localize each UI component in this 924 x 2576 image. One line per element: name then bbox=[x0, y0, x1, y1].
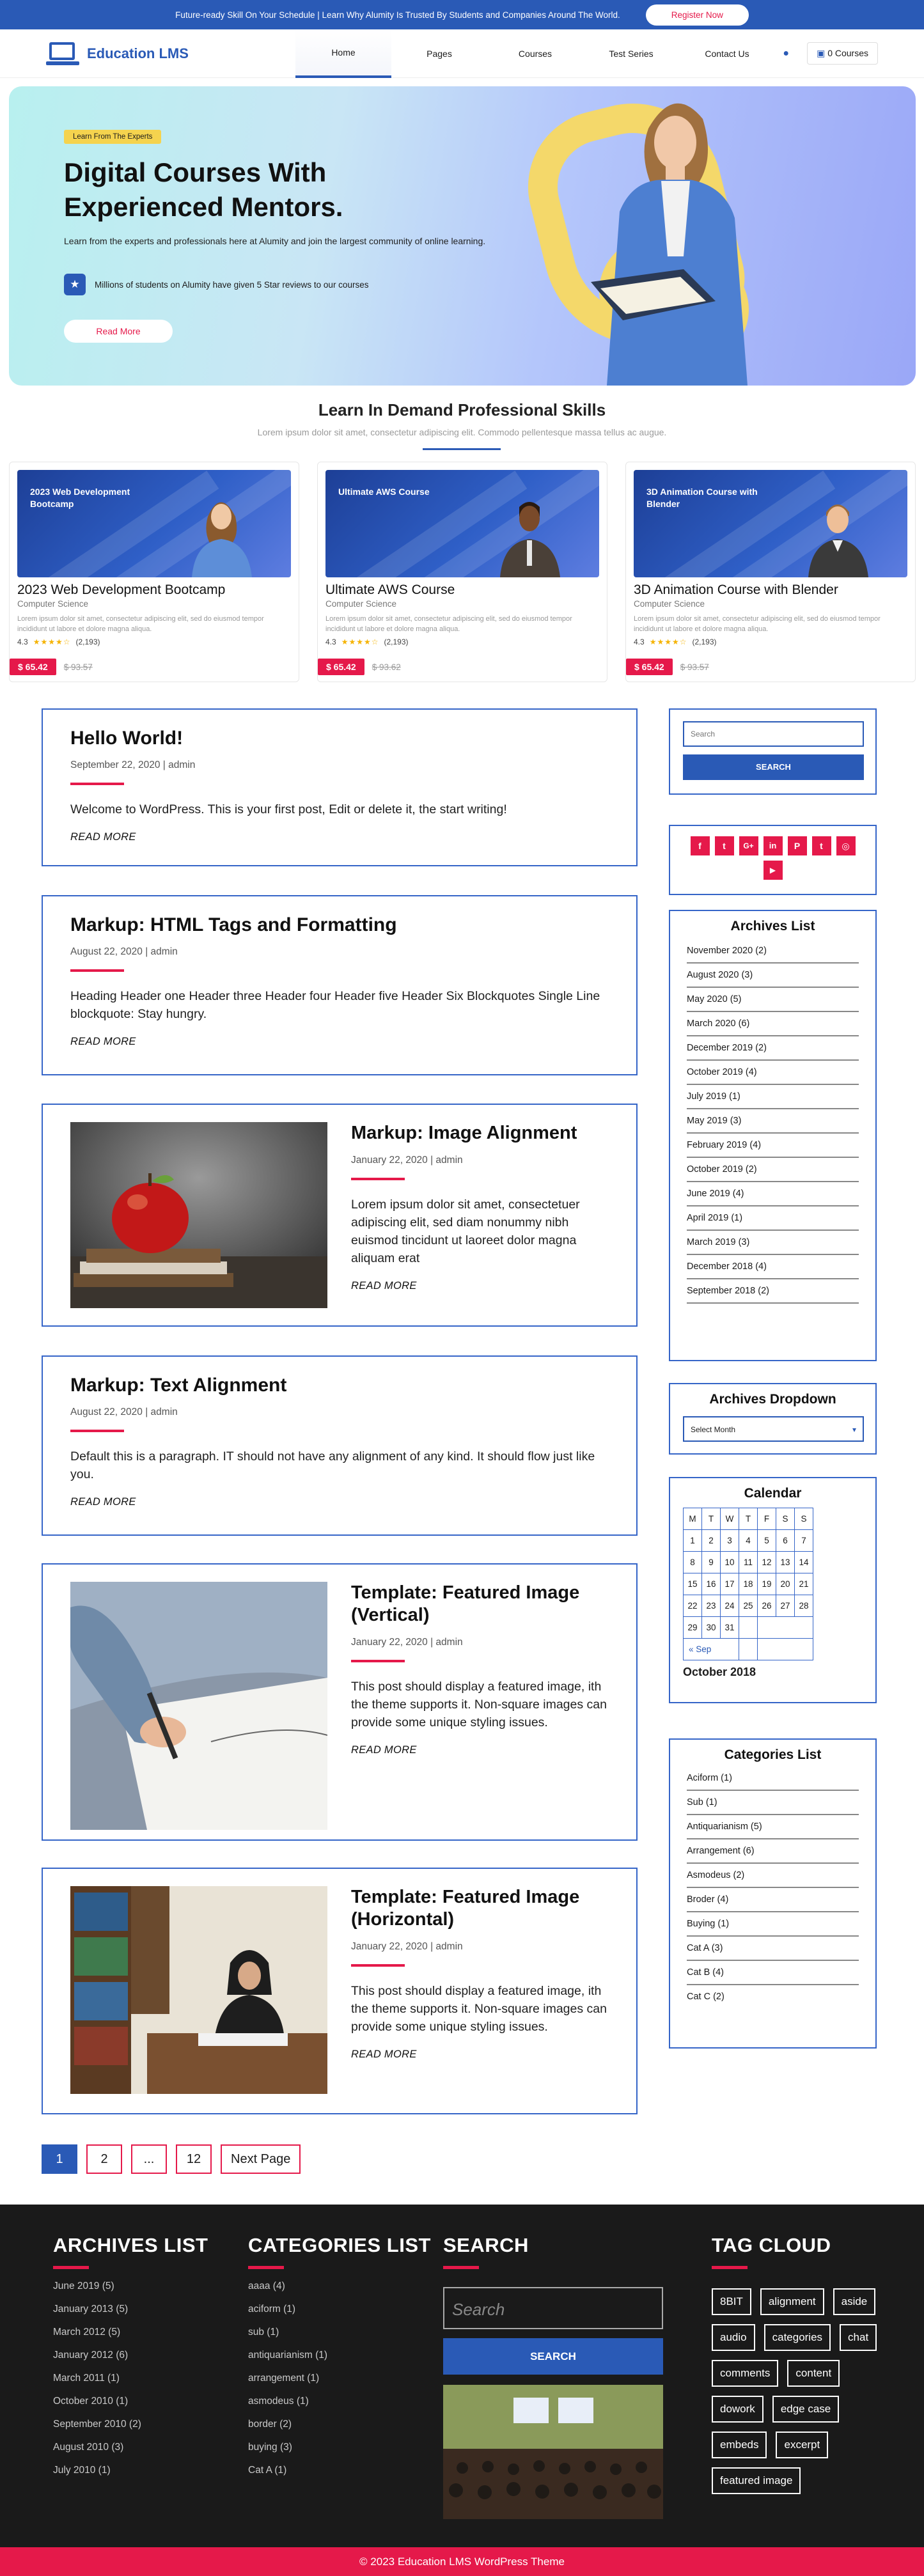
hero-subtitle: Learn from the experts and professionals here at Alumity and join the largest community of online learning. bbox=[64, 236, 486, 246]
user-icon[interactable]: ● bbox=[783, 47, 790, 59]
youtube-icon[interactable]: ▶ bbox=[763, 861, 783, 880]
course-description: Lorem ipsum dolor sit amet, consectetur adipiscing elit, sed do eiusmod tempor incididunt ut labore et dolore magna aliqua. bbox=[325, 615, 572, 633]
read-more-link[interactable]: READ MORE bbox=[70, 1496, 136, 1508]
read-more-link[interactable]: READ MORE bbox=[351, 2049, 417, 2060]
nav-home[interactable]: Home bbox=[295, 29, 391, 78]
brand-logo[interactable] bbox=[46, 41, 257, 66]
calendar-day: 9 bbox=[702, 1552, 721, 1573]
footer-category-link[interactable]: asmodeus (1) bbox=[248, 2396, 309, 2407]
lecture-hall-image bbox=[443, 2385, 663, 2519]
post-divider bbox=[351, 1964, 405, 1967]
rating-value: 4.3 bbox=[325, 637, 336, 646]
weekday-header: M bbox=[684, 1508, 702, 1530]
rating-stars: ★★★★☆ bbox=[341, 637, 379, 646]
calendar-day: 26 bbox=[758, 1595, 776, 1617]
footer-archives bbox=[53, 2234, 208, 2476]
next-page-button[interactable]: Next Page bbox=[221, 2144, 301, 2174]
page-1-button[interactable]: 1 bbox=[42, 2144, 77, 2174]
archive-link[interactable]: October 2019 (2) bbox=[687, 1158, 859, 1182]
post-meta: August 22, 2020 | admin bbox=[70, 1407, 178, 1417]
hero-reviews bbox=[64, 274, 368, 295]
post-excerpt: Heading Header one Header three Header four Header five Header Six Blockquotes Single Line blockquote: Stay hungry. bbox=[70, 989, 600, 1021]
blog-post bbox=[42, 708, 638, 866]
weekday-header: S bbox=[776, 1508, 795, 1530]
post-meta: January 22, 2020 | admin bbox=[351, 1941, 463, 1952]
page-12-button[interactable]: 12 bbox=[176, 2144, 212, 2174]
weekday-header: F bbox=[758, 1508, 776, 1530]
footer-archive-link[interactable]: January 2012 (6) bbox=[53, 2350, 129, 2361]
writing-hand-image[interactable] bbox=[70, 1582, 327, 1830]
cart-icon: ▣ bbox=[817, 48, 826, 58]
rating-stars: ★★★★☆ bbox=[33, 637, 71, 646]
read-more-link[interactable]: READ MORE bbox=[351, 1744, 417, 1756]
calendar-day: 2 bbox=[702, 1530, 721, 1552]
twitter-icon[interactable]: t bbox=[715, 836, 734, 855]
top-announcement-bar bbox=[0, 0, 924, 29]
calendar-day: 19 bbox=[758, 1573, 776, 1595]
calendar-day: 16 bbox=[702, 1573, 721, 1595]
course-description: Lorem ipsum dolor sit amet, consectetur adipiscing elit, sed do eiusmod tempor incididunt ut labore et dolore magna aliqua. bbox=[17, 615, 264, 633]
tag-link[interactable]: 8BIT bbox=[712, 2288, 751, 2315]
archive-link[interactable]: April 2019 (1) bbox=[687, 1206, 859, 1231]
footer-category-link[interactable]: arrangement (1) bbox=[248, 2373, 320, 2384]
footer-underline bbox=[443, 2266, 479, 2269]
footer-category-link[interactable]: border (2) bbox=[248, 2419, 292, 2430]
hero-title: Digital Courses With Experienced Mentors. bbox=[64, 157, 343, 222]
sidebar-search-button[interactable]: SEARCH bbox=[683, 754, 864, 780]
chevron-down-icon: ▾ bbox=[852, 1425, 856, 1434]
calendar-day: 1 bbox=[684, 1530, 702, 1552]
post-title[interactable]: Markup: HTML Tags and Formatting bbox=[70, 914, 397, 935]
weekday-header: T bbox=[739, 1508, 758, 1530]
post-title[interactable]: Markup: Image Alignment bbox=[351, 1123, 577, 1143]
archive-link[interactable]: September 2018 (2) bbox=[687, 1279, 859, 1304]
calendar-day: 4 bbox=[739, 1530, 758, 1552]
course-card[interactable] bbox=[317, 462, 607, 682]
course-category: Computer Science bbox=[634, 599, 705, 609]
footer-archive-link[interactable]: July 2010 (1) bbox=[53, 2465, 111, 2476]
post-title[interactable]: Markup: Text Alignment bbox=[70, 1375, 287, 1396]
tag-link[interactable]: chat bbox=[840, 2324, 877, 2351]
calendar-table bbox=[683, 1508, 813, 1660]
tag-link[interactable]: audio bbox=[712, 2324, 755, 2351]
tag-link[interactable]: excerpt bbox=[776, 2432, 828, 2458]
footer-category-link[interactable]: aciform (1) bbox=[248, 2304, 296, 2314]
course-rating bbox=[634, 637, 907, 646]
post-excerpt: Default this is a paragraph. IT should not have any alignment of any kind. It should flow just like you. bbox=[70, 1449, 595, 1481]
section-subtitle: Lorem ipsum dolor sit amet, consectetur adipiscing elit. Commodo pellentesque massa tellus ac augue. bbox=[257, 427, 667, 437]
cart-button[interactable] bbox=[807, 42, 878, 65]
rating-value: 4.3 bbox=[17, 637, 28, 646]
instagram-icon[interactable]: ◎ bbox=[836, 836, 856, 855]
footer-archive-link[interactable]: August 2010 (3) bbox=[53, 2442, 124, 2453]
category-link[interactable]: Cat A (3) bbox=[687, 1937, 859, 1961]
archive-link[interactable]: August 2020 (3) bbox=[687, 964, 859, 988]
read-more-link[interactable]: READ MORE bbox=[70, 1036, 136, 1047]
sale-price: $ 65.42 bbox=[626, 659, 673, 675]
blog-post bbox=[42, 1355, 638, 1536]
course-price bbox=[10, 659, 93, 675]
footer-archive-link[interactable]: January 2013 (5) bbox=[53, 2304, 129, 2314]
footer-categories bbox=[248, 2234, 431, 2476]
category-link[interactable]: Broder (4) bbox=[687, 1888, 859, 1912]
footer-heading: CATEGORIES LIST bbox=[248, 2234, 431, 2256]
archive-link[interactable]: May 2020 (5) bbox=[687, 988, 859, 1012]
widget-title: Categories List bbox=[724, 1747, 822, 1762]
calendar-month: October 2018 bbox=[683, 1666, 756, 1678]
mentor-photo bbox=[588, 90, 760, 386]
footer-search bbox=[443, 2234, 663, 2522]
tag-link[interactable]: edge case bbox=[772, 2396, 839, 2423]
category-link[interactable]: Aciform (1) bbox=[687, 1767, 859, 1791]
post-meta: January 22, 2020 | admin bbox=[351, 1637, 463, 1648]
calendar-day: 17 bbox=[721, 1573, 739, 1595]
post-meta: September 22, 2020 | admin bbox=[70, 760, 196, 770]
calendar-day: 30 bbox=[702, 1617, 721, 1639]
course-rating bbox=[325, 637, 599, 646]
reviews-text: Millions of students on Alumity have given 5 Star reviews to our courses bbox=[95, 279, 369, 290]
footer-underline bbox=[248, 2266, 284, 2269]
calendar-day: 23 bbox=[702, 1595, 721, 1617]
course-category: Computer Science bbox=[325, 599, 397, 609]
footer-underline bbox=[53, 2266, 89, 2269]
post-divider bbox=[70, 1430, 124, 1432]
star-icon: ★ bbox=[64, 274, 86, 295]
calendar-day: 29 bbox=[684, 1617, 702, 1639]
calendar-day: 24 bbox=[721, 1595, 739, 1617]
category-link[interactable]: Asmodeus (2) bbox=[687, 1864, 859, 1888]
post-excerpt: This post should display a featured image, ith the theme supports it. Non-square images can provide some unique styling issues. bbox=[351, 1680, 607, 1729]
section-title: Learn In Demand Professional Skills bbox=[318, 400, 606, 419]
calendar-day: 22 bbox=[684, 1595, 702, 1617]
office-woman-image[interactable] bbox=[70, 1886, 327, 2094]
archive-link[interactable]: June 2019 (4) bbox=[687, 1182, 859, 1206]
laptop-icon bbox=[46, 41, 79, 66]
footer-heading: SEARCH bbox=[443, 2234, 529, 2256]
instructor-photo bbox=[185, 488, 256, 577]
archive-link[interactable]: March 2019 (3) bbox=[687, 1231, 859, 1255]
tag-link[interactable]: alignment bbox=[760, 2288, 824, 2315]
select-value: Select Month bbox=[691, 1425, 736, 1434]
calendar-day: 14 bbox=[795, 1552, 813, 1573]
tag-link[interactable]: categories bbox=[764, 2324, 831, 2351]
post-meta: August 22, 2020 | admin bbox=[70, 946, 178, 957]
footer-archive-link[interactable]: June 2019 (5) bbox=[53, 2281, 114, 2291]
footer-archive-link[interactable]: March 2011 (1) bbox=[53, 2373, 120, 2384]
thumbnail-label: 2023 Web Development Bootcamp bbox=[30, 487, 130, 509]
course-thumbnail bbox=[325, 470, 599, 577]
sale-price: $ 65.42 bbox=[318, 659, 364, 675]
section-divider bbox=[423, 448, 501, 450]
archive-link[interactable]: December 2019 (2) bbox=[687, 1036, 859, 1061]
original-price: $ 93.57 bbox=[680, 662, 709, 672]
footer-category-link[interactable]: buying (3) bbox=[248, 2442, 292, 2453]
sidebar-search-input[interactable] bbox=[683, 721, 864, 747]
course-description: Lorem ipsum dolor sit amet, consectetur adipiscing elit, sed do eiusmod tempor incididunt ut labore et dolore magna aliqua. bbox=[634, 615, 881, 633]
widget-title: Archives Dropdown bbox=[709, 1392, 836, 1407]
blog-post bbox=[42, 1868, 638, 2114]
calendar-day: 6 bbox=[776, 1530, 795, 1552]
calendar-widget bbox=[669, 1477, 877, 1703]
page-ellipsis: ... bbox=[131, 2144, 167, 2174]
site-footer bbox=[0, 2205, 924, 2547]
footer-search-button[interactable]: SEARCH bbox=[443, 2338, 663, 2375]
course-price bbox=[318, 659, 401, 675]
page-2-button[interactable]: 2 bbox=[86, 2144, 122, 2174]
widget-title: Archives List bbox=[730, 919, 815, 933]
course-price bbox=[626, 659, 709, 675]
category-link[interactable]: Arrangement (6) bbox=[687, 1839, 859, 1864]
footer-category-link[interactable]: sub (1) bbox=[248, 2327, 279, 2338]
facebook-icon[interactable]: f bbox=[691, 836, 710, 855]
archives-widget bbox=[669, 910, 877, 1361]
footer-archive-link[interactable]: October 2010 (1) bbox=[53, 2396, 129, 2407]
thumbnail-label: Ultimate AWS Course bbox=[338, 487, 430, 497]
post-divider bbox=[70, 969, 124, 972]
footer-category-link[interactable]: antiquarianism (1) bbox=[248, 2350, 328, 2361]
site-header bbox=[0, 29, 924, 78]
instructor-photo bbox=[494, 488, 564, 577]
calendar-day: 3 bbox=[721, 1530, 739, 1552]
sale-price: $ 65.42 bbox=[10, 659, 56, 675]
calendar-day: 11 bbox=[739, 1552, 758, 1573]
footer-archive-link[interactable]: September 2010 (2) bbox=[53, 2419, 141, 2430]
original-price: $ 93.57 bbox=[63, 662, 93, 672]
widget-title: Calendar bbox=[744, 1486, 802, 1501]
hero-badge: Learn From The Experts bbox=[64, 130, 161, 144]
cart-count: 0 Courses bbox=[827, 48, 868, 58]
archive-link[interactable]: July 2019 (1) bbox=[687, 1085, 859, 1109]
calendar-day: 27 bbox=[776, 1595, 795, 1617]
footer-search-input[interactable]: Search bbox=[443, 2287, 663, 2329]
archive-link[interactable]: November 2020 (2) bbox=[687, 939, 859, 964]
nav-courses[interactable]: Courses bbox=[518, 48, 552, 59]
calendar-day: 5 bbox=[758, 1530, 776, 1552]
nav-test-series[interactable]: Test Series bbox=[609, 48, 654, 59]
blog-post bbox=[42, 1563, 638, 1841]
tag-link[interactable]: aside bbox=[833, 2288, 876, 2315]
calendar-day: 12 bbox=[758, 1552, 776, 1573]
post-title[interactable]: Hello World! bbox=[70, 728, 184, 749]
pinterest-icon[interactable]: P bbox=[788, 836, 807, 855]
footer-heading: TAG CLOUD bbox=[712, 2234, 831, 2256]
calendar-prev-link[interactable]: « Sep bbox=[684, 1639, 739, 1660]
tumblr-icon[interactable]: t bbox=[812, 836, 831, 855]
course-list bbox=[9, 462, 916, 682]
calendar-pad bbox=[758, 1617, 813, 1639]
course-card[interactable] bbox=[9, 462, 299, 682]
archive-link[interactable]: October 2019 (4) bbox=[687, 1061, 859, 1085]
tag-link[interactable]: content bbox=[787, 2360, 840, 2387]
social-widget bbox=[669, 825, 877, 895]
blog-post bbox=[42, 895, 638, 1075]
post-excerpt: Welcome to WordPress. This is your first post, Edit or delete it, the start writing! bbox=[70, 802, 507, 816]
linkedin-icon[interactable]: in bbox=[763, 836, 783, 855]
post-divider bbox=[351, 1178, 405, 1180]
blog-post bbox=[42, 1104, 638, 1327]
review-count: (2,193) bbox=[384, 637, 409, 646]
weekday-header: S bbox=[795, 1508, 813, 1530]
category-link[interactable]: Antiquarianism (5) bbox=[687, 1815, 859, 1839]
tag-link[interactable]: embeds bbox=[712, 2432, 767, 2458]
instructor-photo bbox=[802, 488, 872, 577]
course-thumbnail bbox=[17, 470, 291, 577]
calendar-day: 15 bbox=[684, 1573, 702, 1595]
post-excerpt: This post should display a featured image, ith the theme supports it. Non-square images can provide some unique styling issues. bbox=[351, 1984, 607, 2034]
archive-link[interactable]: February 2019 (4) bbox=[687, 1134, 859, 1158]
thumbnail-label: 3D Animation Course with Blender bbox=[646, 487, 758, 509]
rating-stars: ★★★★☆ bbox=[649, 637, 687, 646]
calendar-day: 28 bbox=[795, 1595, 813, 1617]
category-link[interactable]: Buying (1) bbox=[687, 1912, 859, 1937]
tag-link[interactable]: featured image bbox=[712, 2467, 801, 2494]
archive-link[interactable]: March 2020 (6) bbox=[687, 1012, 859, 1036]
weekday-header: T bbox=[702, 1508, 721, 1530]
footer-heading: ARCHIVES LIST bbox=[53, 2234, 208, 2256]
footer-category-link[interactable]: aaaa (4) bbox=[248, 2281, 285, 2291]
rating-value: 4.3 bbox=[634, 637, 645, 646]
archive-link[interactable]: December 2018 (4) bbox=[687, 1255, 859, 1279]
categories-widget bbox=[669, 1738, 877, 2049]
post-divider bbox=[351, 1660, 405, 1662]
search-widget bbox=[669, 708, 877, 795]
calendar-day bbox=[739, 1617, 758, 1639]
weekday-header: W bbox=[721, 1508, 739, 1530]
review-count: (2,193) bbox=[75, 637, 100, 646]
course-title[interactable]: 3D Animation Course with Blender bbox=[634, 582, 838, 597]
announcement-text: Future-ready Skill On Your Schedule | Learn Why Alumity Is Trusted By Students and Companies Around The World. bbox=[175, 10, 620, 20]
course-category: Computer Science bbox=[17, 599, 89, 609]
tag-link[interactable]: comments bbox=[712, 2360, 778, 2387]
main-nav bbox=[295, 29, 775, 78]
pagination bbox=[42, 2144, 301, 2174]
category-link[interactable]: Cat B (4) bbox=[687, 1961, 859, 1985]
footer-archive-link[interactable]: March 2012 (5) bbox=[53, 2327, 121, 2338]
nav-pages[interactable]: Pages bbox=[427, 48, 452, 59]
course-rating bbox=[17, 637, 291, 646]
footer-category-link[interactable]: Cat A (1) bbox=[248, 2465, 287, 2476]
post-meta: January 22, 2020 | admin bbox=[351, 1155, 463, 1166]
calendar-day: 25 bbox=[739, 1595, 758, 1617]
calendar-pad bbox=[739, 1639, 758, 1660]
brand-name: Education LMS bbox=[87, 45, 189, 61]
review-count: (2,193) bbox=[692, 637, 717, 646]
copyright-bar: © 2023 Education LMS WordPress Theme bbox=[0, 2547, 924, 2576]
calendar-day: 10 bbox=[721, 1552, 739, 1573]
calendar-day: 31 bbox=[721, 1617, 739, 1639]
course-title[interactable]: Ultimate AWS Course bbox=[325, 582, 455, 597]
footer-tag-cloud bbox=[712, 2234, 891, 2494]
apple-books-image[interactable] bbox=[70, 1122, 327, 1308]
post-divider bbox=[70, 783, 124, 785]
footer-underline bbox=[712, 2266, 748, 2269]
tag-link[interactable]: dowork bbox=[712, 2396, 763, 2423]
archive-link[interactable]: May 2019 (3) bbox=[687, 1109, 859, 1134]
read-more-button[interactable]: Read More bbox=[64, 320, 173, 343]
post-title[interactable]: Template: Featured Image (Vertical) bbox=[351, 1582, 580, 1625]
category-link[interactable]: Sub (1) bbox=[687, 1791, 859, 1815]
read-more-link[interactable]: READ MORE bbox=[70, 831, 136, 843]
course-thumbnail bbox=[634, 470, 907, 577]
register-now-button[interactable]: Register Now bbox=[646, 4, 749, 26]
hero-banner bbox=[9, 86, 916, 386]
course-title[interactable]: 2023 Web Development Bootcamp bbox=[17, 582, 226, 597]
google-plus-icon[interactable]: G+ bbox=[739, 836, 758, 855]
nav-contact-us[interactable]: Contact Us bbox=[705, 48, 749, 59]
archives-select[interactable] bbox=[683, 1416, 864, 1442]
calendar-day: 13 bbox=[776, 1552, 795, 1573]
calendar-day: 20 bbox=[776, 1573, 795, 1595]
calendar-day: 7 bbox=[795, 1530, 813, 1552]
original-price: $ 93.62 bbox=[372, 662, 401, 672]
archives-dropdown-widget bbox=[669, 1383, 877, 1455]
post-excerpt: Lorem ipsum dolor sit amet, consectetuer adipiscing elit, sed diam nonummy nibh euismod tincidunt ut laoreet dolor magna aliquam erat bbox=[351, 1198, 580, 1265]
calendar-day: 8 bbox=[684, 1552, 702, 1573]
post-title[interactable]: Template: Featured Image (Horizontal) bbox=[351, 1887, 580, 1930]
calendar-day: 18 bbox=[739, 1573, 758, 1595]
course-card[interactable] bbox=[625, 462, 916, 682]
read-more-link[interactable]: READ MORE bbox=[351, 1280, 417, 1292]
calendar-day: 21 bbox=[795, 1573, 813, 1595]
category-link[interactable]: Cat C (2) bbox=[687, 1992, 724, 2002]
calendar-pad bbox=[758, 1639, 813, 1660]
